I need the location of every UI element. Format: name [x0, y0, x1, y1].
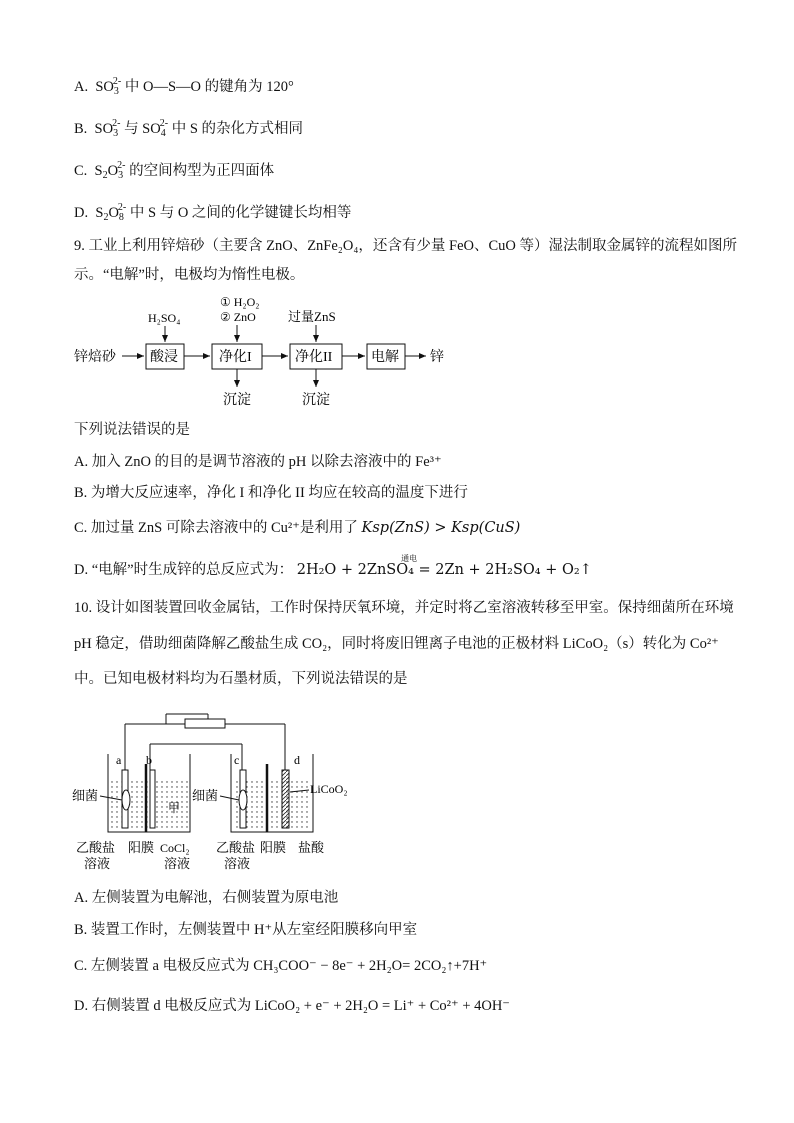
q9-option-a: A. 加入 ZnO 的目的是调节溶液的 pH 以除去溶液中的 Fe³⁺ — [74, 454, 442, 470]
electrolysis-condition: 通电 — [401, 554, 418, 563]
q8-option-a: A. $SO_3^{2-}$ 中 O—S—O 的键角为 120° — [74, 76, 294, 97]
svg-text:溶液: 溶液 — [224, 856, 251, 871]
q9-flowchart — [70, 290, 490, 415]
flow-box-purify1-label: 净化I — [219, 350, 252, 365]
q8-option-d: D. $S_2O_8^{2-}$ 中 S 与 O 之间的化学键键长均相等 — [74, 202, 352, 223]
svg-text:a: a — [116, 753, 122, 767]
svg-text:d: d — [294, 753, 300, 767]
svg-text:b: b — [146, 753, 152, 767]
flow-box-acid-label: 酸浸 — [150, 350, 178, 365]
flow-reagent-h2o2: ① H₂O₂ — [220, 295, 260, 309]
q9-option-b: B. 为增大反应速率，净化 I 和净化 II 均应在较高的温度下进行 — [74, 485, 468, 501]
q9-option-c: C. 加过量 ZnS 可除去溶液中的 Cu²⁺是利用了 Ksp(ZnS) > Ksp(CuS) — [74, 520, 521, 536]
q9-question: 下列说法错误的是 — [74, 422, 190, 438]
q10-apparatus — [70, 700, 370, 880]
svg-text:溶液: 溶液 — [84, 856, 111, 871]
svg-text:LiCoO₂: LiCoO₂ — [310, 782, 348, 796]
variable-resistor — [185, 719, 225, 728]
electrode-d — [282, 770, 289, 828]
q9-option-d: D. “电解”时生成锌的总反应式为： 2H₂O + 2ZnSO₄ = 2Zn + 2H₂SO₄ + O₂↑ 通电 — [74, 560, 592, 580]
q10-stem-line2: pH 稳定，借助细菌降解乙酸盐生成 CO₂，同时将废旧锂离子电池的正极材料 LiCoO₂（s）转化为 Co²⁺ — [74, 636, 719, 652]
svg-text:阳膜: 阳膜 — [260, 840, 287, 855]
svg-text:乙酸盐: 乙酸盐 — [216, 840, 256, 855]
electrode-b — [150, 770, 155, 828]
q9-stem-line2: 示。“电解”时，电极均为惰性电极。 — [74, 267, 305, 283]
q10-option-a: A. 左侧装置为电解池，右侧装置为原电池 — [74, 890, 339, 906]
bacteria-left — [122, 790, 130, 810]
flow-end: 锌 — [430, 350, 444, 365]
q10-stem-line1: 10. 设计如图装置回收金属钴，工作时保持厌氧环境，并定时将乙室溶液转移至甲室。保持细菌所在环境 — [74, 600, 734, 616]
flow-reagent-h2so4: H₂SO₄ — [148, 311, 181, 325]
svg-text:细菌: 细菌 — [192, 788, 219, 803]
flow-precip1: 沉淀 — [223, 393, 251, 408]
q8-option-b: B. $SO_3^{2-}$ 与 $SO_4^{2-}$ 中 S 的杂化方式相同 — [74, 118, 304, 139]
flow-start: 锌焙砂 — [74, 350, 116, 365]
q10-option-b: B. 装置工作时，左侧装置中 H⁺从左室经阳膜移向甲室 — [74, 922, 418, 938]
svg-text:乙酸盐: 乙酸盐 — [76, 840, 116, 855]
flow-precip2: 沉淀 — [302, 393, 330, 408]
q8-option-c: C. $S_2O_3^{2-}$ 的空间构型为正四面体 — [74, 160, 275, 181]
svg-text:甲: 甲 — [168, 801, 181, 815]
svg-text:盐酸: 盐酸 — [298, 840, 325, 855]
flow-box-electrolysis-label: 电解 — [371, 350, 399, 365]
flow-reagent-zns: 过量ZnS — [288, 309, 336, 324]
flow-box-purify2-label: 净化II — [295, 350, 333, 365]
q9-stem-line1: 9. 工业上利用锌焙砂（主要含 ZnO、ZnFe₂O₄，还含有少量 FeO、CuO 等）湿法制取金属锌的流程如图所 — [74, 238, 738, 254]
svg-text:阳膜: 阳膜 — [128, 840, 155, 855]
svg-text:溶液: 溶液 — [164, 856, 191, 871]
svg-text:c: c — [234, 753, 240, 767]
svg-text:CoCl₂: CoCl₂ — [160, 841, 190, 855]
q10-option-d: D. 右侧装置 d 电极反应式为 LiCoO₂ + e⁻ + 2H₂O = Li⁺ + Co²⁺ + 4OH⁻ — [74, 998, 510, 1014]
svg-text:细菌: 细菌 — [72, 788, 99, 803]
bacteria-right — [239, 790, 247, 810]
flow-reagent-zno: ② ZnO — [220, 310, 256, 324]
q10-option-c: C. 左侧装置 a 电极反应式为 CH₃COO⁻ − 8e⁻ + 2H₂O= 2CO₂↑+7H⁺ — [74, 958, 488, 974]
q10-stem-line3: 中。已知电极材料均为石墨材质，下列说法错误的是 — [74, 671, 408, 687]
